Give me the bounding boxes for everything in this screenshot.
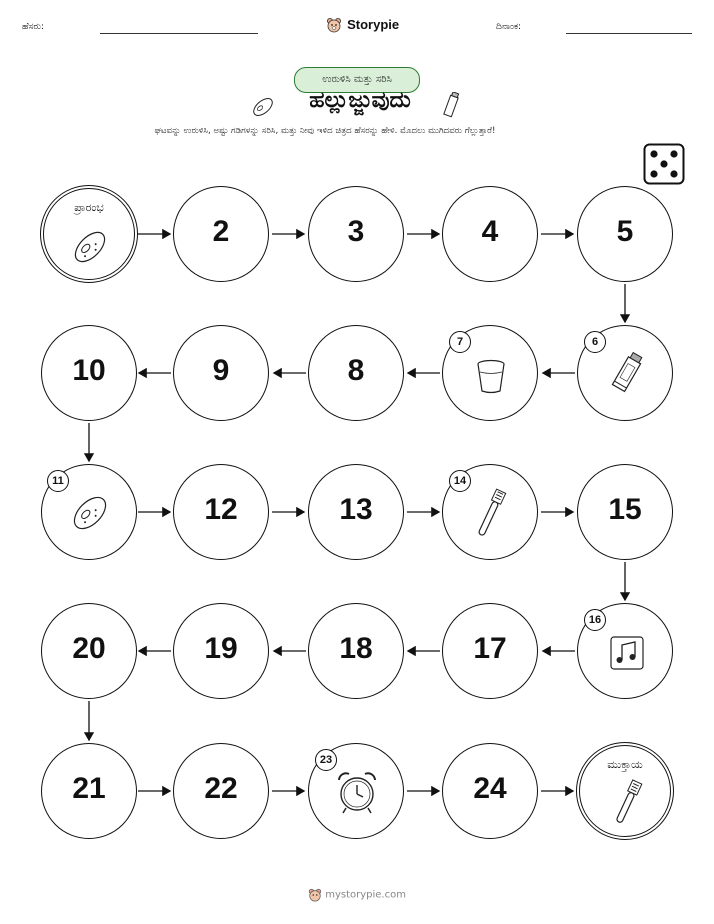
space-number: 4: [481, 215, 499, 248]
germ-icon: [68, 225, 112, 269]
board-space-19: [173, 603, 269, 699]
finish-space: [576, 742, 674, 840]
finish-label: ಮುಕ್ತಾಯ: [607, 758, 643, 771]
space-number: 9: [212, 354, 230, 387]
board-space-21: [41, 743, 137, 839]
board-space-22: [173, 743, 269, 839]
toothbrush-icon: [610, 778, 646, 826]
space-number-badge: 23: [315, 749, 337, 771]
music-player-icon: [608, 634, 646, 672]
board-space-5: [577, 186, 673, 282]
toothpaste-icon: [604, 350, 648, 400]
bear-logo-icon: [308, 888, 322, 902]
brand-name: Storypie: [347, 17, 400, 32]
board-space-15: [577, 464, 673, 560]
space-number-badge: 16: [584, 609, 606, 631]
space-number: 20: [72, 632, 106, 665]
start-space: [40, 185, 138, 283]
space-number: 2: [212, 215, 230, 248]
board-space-12: [173, 464, 269, 560]
start-label: ಪ್ರಾರಂಭ: [74, 201, 104, 214]
instructions: ಘಟವನ್ನು ಉರುಳಿಸಿ, ಅಷ್ಟು ಗಡಿಗಳನ್ನು ಸರಿಸಿ, ಮತ್ತು ನೀವು ಇಳಿದ ಚಿತ್ರದ ಹೆಸರನ್ನು ಹೇಳಿ. ಮೊದಲು ಮುಗಿದವರು ಗೆಲ್ಲುತ್ತಾರೆ!: [154, 126, 496, 136]
space-number: 15: [608, 493, 642, 526]
game-type-tag: ಉರುಳಿಸಿ ಮತ್ತು ಸರಿಸಿ: [294, 67, 420, 93]
board-space-9: [173, 325, 269, 421]
board-space-3: [308, 186, 404, 282]
cup-icon: [471, 356, 511, 396]
board-space-8: [308, 325, 404, 421]
name-label: ಹೆಸರು:: [22, 22, 45, 32]
germ-icon: [66, 489, 114, 537]
board-space-18: [308, 603, 404, 699]
board-space-13: [308, 464, 404, 560]
space-number: 8: [347, 354, 365, 387]
space-number-badge: 11: [47, 470, 69, 492]
footer: [0, 888, 714, 902]
board-space-10: [41, 325, 137, 421]
board-space-24: [442, 743, 538, 839]
footer-site[interactable]: mystorypie.com: [325, 889, 406, 901]
space-number: 3: [347, 215, 365, 248]
space-number: 17: [473, 632, 507, 665]
space-number: 5: [616, 215, 634, 248]
page-title: ಹಲ್ಲುಜ್ಜುವುದು: [309, 88, 411, 113]
board-space-20: [41, 603, 137, 699]
toothbrush-icon: [471, 487, 511, 539]
space-number-badge: 6: [584, 331, 606, 353]
board-space-2: [173, 186, 269, 282]
space-number: 12: [204, 493, 238, 526]
space-number-badge: 14: [449, 470, 471, 492]
board-space-4: [442, 186, 538, 282]
alarm-clock-icon: [333, 768, 381, 816]
space-number: 18: [339, 632, 373, 665]
space-number: 10: [72, 354, 106, 387]
space-number: 24: [473, 772, 507, 805]
space-number: 22: [204, 772, 238, 805]
date-label: ದಿನಾಂಕ:: [496, 22, 522, 32]
space-number: 21: [72, 772, 106, 805]
space-number-badge: 7: [449, 331, 471, 353]
board-space-17: [442, 603, 538, 699]
space-number: 13: [339, 493, 373, 526]
space-number: 19: [204, 632, 238, 665]
